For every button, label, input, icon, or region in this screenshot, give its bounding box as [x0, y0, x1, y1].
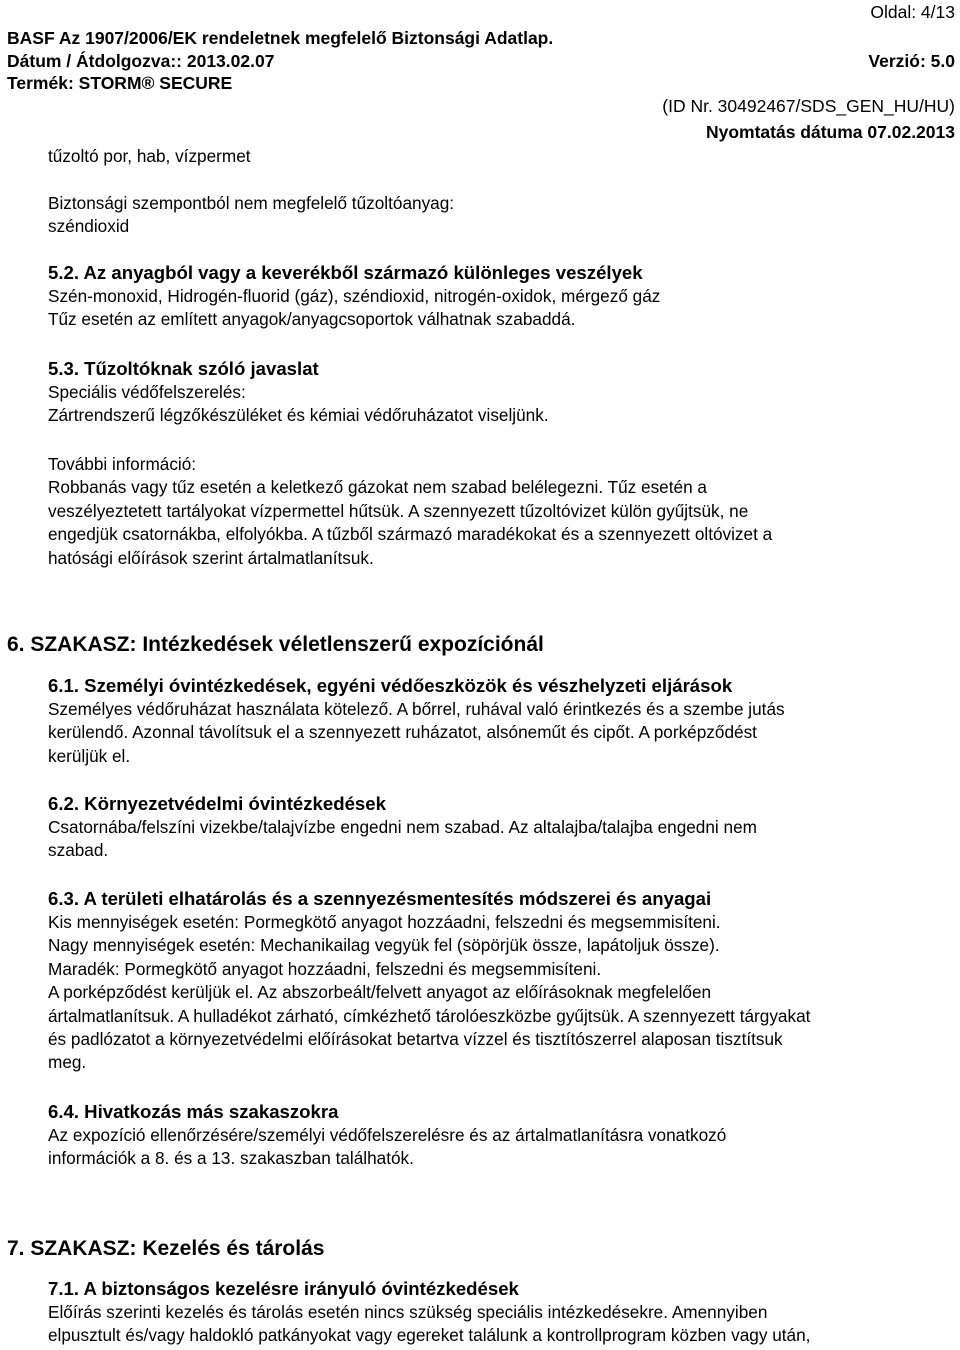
section-6-heading: 6. SZAKASZ: Intézkedések véletlenszerű expozíciónál: [7, 633, 544, 656]
section-5-3-title: 5.3. Tűzoltóknak szóló javaslat: [48, 358, 319, 379]
section-6-1-title: 6.1. Személyi óvintézkedések, egyéni védőeszközök és vészhelyzeti eljárások: [48, 675, 733, 696]
section-5-2-line: Szén-monoxid, Hidrogén-fluorid (gáz), széndioxid, nitrogén-oxidok, mérgező gáz: [48, 286, 661, 306]
page-number: Oldal: 4/13: [870, 2, 955, 22]
further-information-label: További információ:: [48, 454, 197, 474]
section-7-1-title: 7.1. A biztonságos kezelésre irányuló óvintézkedések: [48, 1278, 519, 1299]
section-6-1-line: kerülendő. Azonnal távolítsuk el a szennyezett ruházatot, alsóneműt és cipőt. A porképződést: [48, 722, 757, 743]
section-6-2-title: 6.2. Környezetvédelmi óvintézkedések: [48, 793, 386, 814]
section-6-1: [48, 674, 953, 768]
section-6-3-line: és padlózatot a környezetvédelmi előírásokat betartva vízzel és tisztítószerrel alaposan tisztítsuk: [48, 1029, 783, 1050]
suitable-extinguishers: tűzoltó por, hab, vízpermet: [48, 146, 251, 166]
section-5-2-title: 5.2. Az anyagból vagy a keverékből származó különleges veszélyek: [48, 262, 643, 283]
section-6-3-line: meg.: [48, 1052, 87, 1073]
section-6-3: [48, 887, 953, 1075]
section-6-1-line: kerüljük el.: [48, 745, 131, 766]
document-id: (ID Nr. 30492467/SDS_GEN_HU/HU): [662, 96, 955, 116]
section-5-2: [48, 261, 953, 332]
further-information-block: [48, 453, 953, 570]
further-information-line: hatósági előírások szerint ártalmatlanítsuk.: [48, 547, 374, 568]
further-information-line: Robbanás vagy tűz esetén a keletkező gázokat nem szabad belélegezni. Tűz esetén a: [48, 477, 707, 498]
print-date: Nyomtatás dátuma 07.02.2013: [705, 122, 955, 142]
further-information-line: engedjük csatornákba, elfolyókba. A tűzből származó maradékokat és a szennyezett oltóvizet a: [48, 524, 773, 545]
version-label: Verzió: 5.0: [868, 51, 955, 71]
section-6-1-line: Személyes védőruházat használata kötelező. A bőrrel, ruhával való érintkezés és a szembe jutás: [48, 699, 785, 719]
section-7-heading: 7. SZAKASZ: Kezelés és tárolás: [7, 1237, 325, 1260]
section-6-4-line: Az expozíció ellenőrzésére/személyi védőfelszerelésre és az ártalmatlanításra vonatkozó: [48, 1125, 727, 1145]
section-7-1: [48, 1277, 953, 1348]
revision-date: Dátum / Átdolgozva:: 2013.02.07: [7, 51, 275, 71]
section-5-1-continuation: [48, 145, 953, 168]
section-6-2: [48, 792, 953, 863]
product-name: Termék: STORM® SECURE: [7, 73, 233, 93]
further-information-line: veszélyeztetett tartályokat vízpermettel hűtsük. A szennyezett tűzoltóvizet külön gyűjtsük, ne: [48, 500, 749, 521]
section-6-3-line: ártalmatlanítsuk. A hulladékot zárható, címkézhető tárolóeszközbe gyűjtsük. A szennyezett tárgyakat: [48, 1005, 811, 1026]
section-6-3-title: 6.3. A területi elhatárolás és a szennyezésmentesítés módszerei és anyagai: [48, 888, 712, 909]
section-6-3-line: A porképződést kerüljük el. Az abszorbeált/felvett anyagot az előírásoknak megfelelően: [48, 982, 712, 1003]
section-6-2-line: szabad.: [48, 840, 109, 861]
section-6-3-line: Kis mennyiségek esetén: Pormegkötő anyagot hozzáadni, felszedni és megsemmisíteni.: [48, 912, 721, 932]
section-7-1-line: elpusztult és/vagy haldokló patkányokat vagy egereket találunk a kontrollprogram közben vagy után,: [48, 1325, 811, 1346]
special-equipment-value: Zártrendszerű légzőkészüléket és kémiai védőruházatot viseljünk.: [48, 405, 549, 426]
section-5-2-line: Tűz esetén az említett anyagok/anyagcsoportok válhatnak szabaddá.: [48, 309, 576, 330]
document-regulation-title: BASF Az 1907/2006/EK rendeletnek megfelelő Biztonsági Adatlap.: [7, 28, 554, 48]
section-6-2-line: Csatornába/felszíni vizekbe/talajvízbe engedni nem szabad. Az altalajba/talajba engedni nem: [48, 817, 757, 837]
section-5-3: [48, 357, 953, 428]
section-6-4: [48, 1100, 953, 1171]
section-6-3-line: Maradék: Pormegkötő anyagot hozzáadni, felszedni és megsemmisíteni.: [48, 958, 602, 979]
special-equipment-label: Speciális védőfelszerelés:: [48, 382, 246, 402]
unsuitable-extinguishers-label: Biztonsági szempontból nem megfelelő tűzoltóanyag:: [48, 193, 455, 213]
section-6-3-line: Nagy mennyiségek esetén: Mechanikailag vegyük fel (söpörjük össze, lapátoljuk össze).: [48, 935, 720, 956]
section-6-4-line: információk a 8. és a 13. szakaszban találhatók.: [48, 1148, 414, 1169]
unsuitable-extinguishers-block: [48, 192, 953, 239]
section-6-4-title: 6.4. Hivatkozás más szakaszokra: [48, 1101, 339, 1122]
section-7-1-line: Előírás szerinti kezelés és tárolás esetén nincs szükség speciális intézkedésekre. Amennyiben: [48, 1302, 768, 1322]
unsuitable-extinguishers-value: széndioxid: [48, 216, 130, 237]
